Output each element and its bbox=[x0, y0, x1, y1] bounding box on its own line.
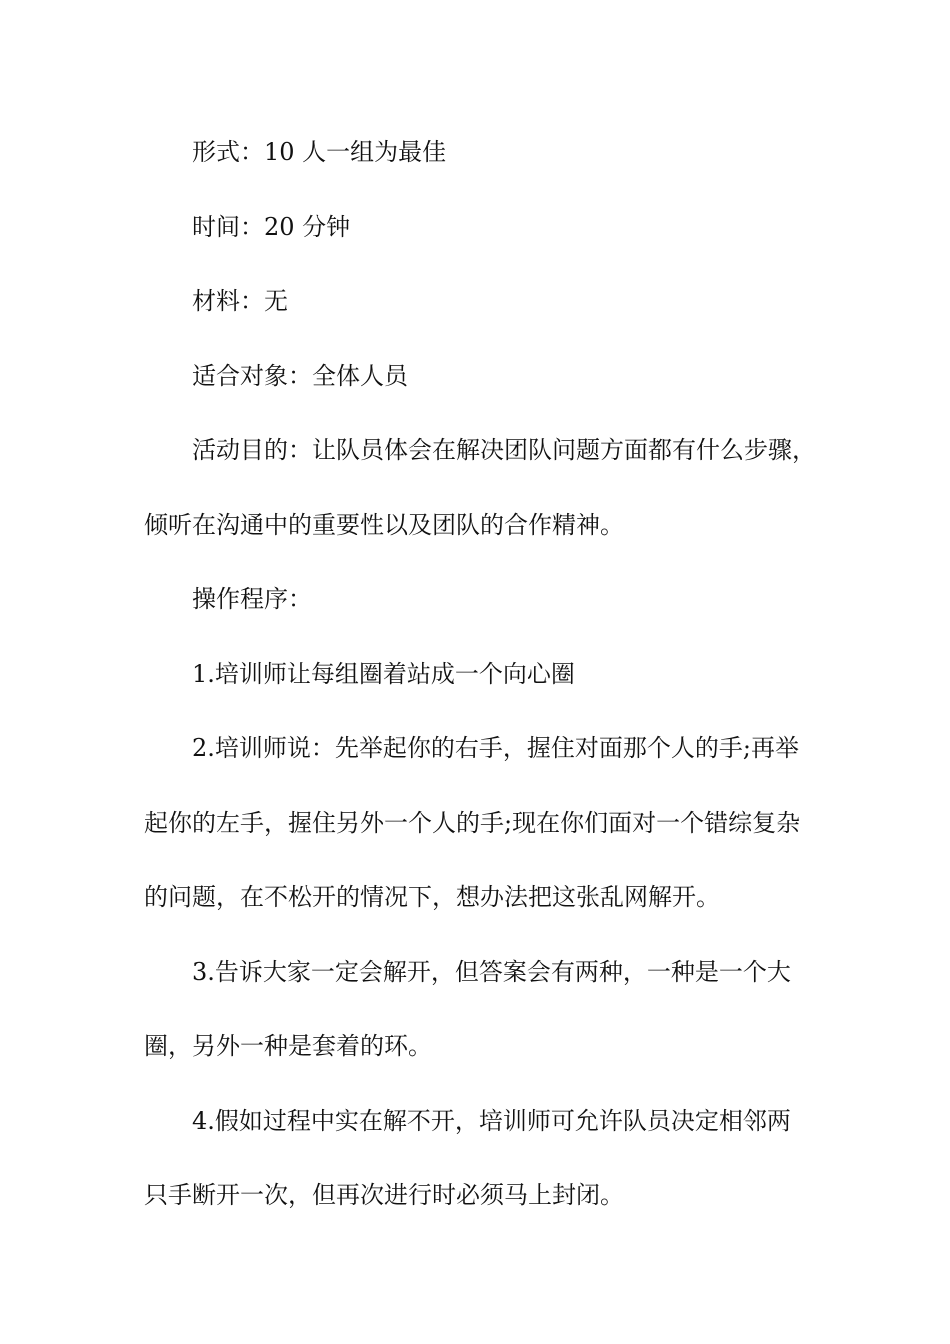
line-step-1: 1.培训师让每组圈着站成一个向心圈 bbox=[192, 660, 575, 688]
line-materials: 材料：无 bbox=[192, 287, 288, 315]
line-step-2-continued: 起你的左手，握住另外一个人的手;现在你们面对一个错综复杂 bbox=[144, 809, 801, 837]
line-step-3: 3.告诉大家一定会解开，但答案会有两种，一种是一个大 bbox=[192, 958, 791, 986]
line-purpose: 活动目的：让队员体会在解决团队问题方面都有什么步骤， bbox=[192, 436, 816, 464]
line-step-4-continued: 只手断开一次，但再次进行时必须马上封闭。 bbox=[144, 1181, 624, 1209]
line-format: 形式：10 人一组为最佳 bbox=[192, 138, 447, 166]
line-step-2: 2.培训师说：先举起你的右手，握住对面那个人的手;再举 bbox=[192, 734, 799, 762]
line-step-3-continued: 圈，另外一种是套着的环。 bbox=[144, 1032, 432, 1060]
line-audience: 适合对象：全体人员 bbox=[192, 362, 408, 390]
line-purpose-continued: 倾听在沟通中的重要性以及团队的合作精神。 bbox=[144, 511, 624, 539]
line-step-2-continued-2: 的问题，在不松开的情况下，想办法把这张乱网解开。 bbox=[144, 883, 720, 911]
line-step-4: 4.假如过程中实在解不开，培训师可允许队员决定相邻两 bbox=[192, 1107, 791, 1135]
line-procedure-heading: 操作程序： bbox=[192, 585, 312, 613]
line-time: 时间：20 分钟 bbox=[192, 213, 351, 241]
